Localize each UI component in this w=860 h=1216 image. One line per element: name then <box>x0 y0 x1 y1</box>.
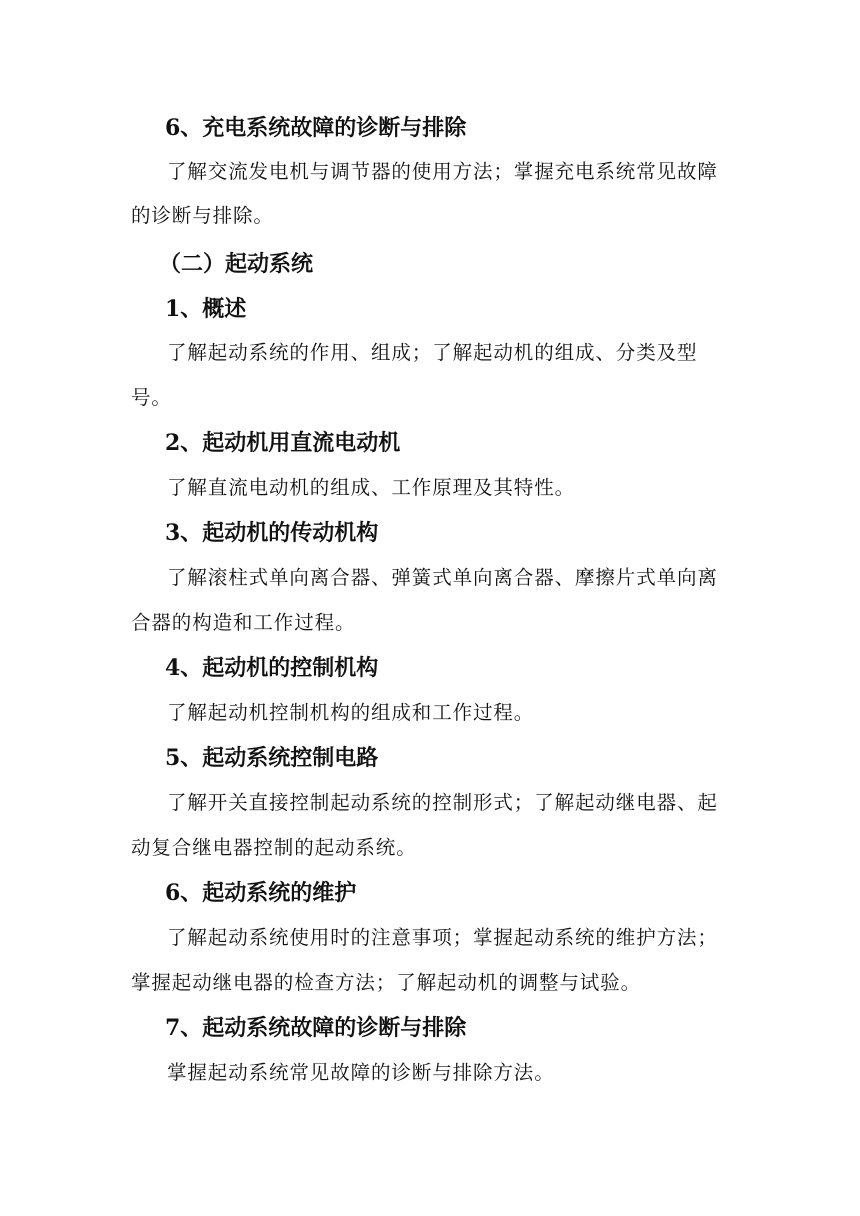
section-heading: 4、起动机的控制机构 <box>165 655 379 681</box>
paragraph-line: 合器的构造和工作过程。 <box>131 611 356 634</box>
paragraph-line: 号。 <box>131 386 172 409</box>
section-heading: 6、充电系统故障的诊断与排除 <box>165 115 467 141</box>
section-heading: 6、起动系统的维护 <box>165 880 357 906</box>
section-heading: （二）起动系统 <box>159 251 314 277</box>
paragraph-line: 动复合继电器控制的起动系统。 <box>131 836 417 859</box>
paragraph-line: 了解交流发电机与调节器的使用方法；掌握充电系统常见故障 <box>167 160 718 183</box>
paragraph-line: 了解起动机控制机构的组成和工作过程。 <box>167 701 535 724</box>
section-heading: 7、起动系统故障的诊断与排除 <box>165 1015 467 1041</box>
paragraph-line: 掌握起动继电器的检查方法；了解起动机的调整与试验。 <box>131 971 642 994</box>
paragraph-line: 掌握起动系统常见故障的诊断与排除方法。 <box>167 1061 555 1084</box>
paragraph-line: 了解直流电动机的组成、工作原理及其特性。 <box>167 476 576 499</box>
section-heading: 5、起动系统控制电路 <box>165 745 379 771</box>
section-heading: 3、起动机的传动机构 <box>165 520 379 546</box>
paragraph-line: 了解滚柱式单向离合器、弹簧式单向离合器、摩擦片式单向离 <box>167 566 718 589</box>
section-heading: 2、起动机用直流电动机 <box>165 430 401 456</box>
paragraph-line: 了解开关直接控制起动系统的控制形式；了解起动继电器、起 <box>167 791 718 814</box>
paragraph-line: 了解起动系统的作用、组成；了解起动机的组成、分类及型 <box>167 341 698 364</box>
paragraph-line: 的诊断与排除。 <box>131 204 274 227</box>
section-heading: 1、概述 <box>165 296 247 322</box>
paragraph-line: 了解起动系统使用时的注意事项；掌握起动系统的维护方法； <box>167 926 718 949</box>
